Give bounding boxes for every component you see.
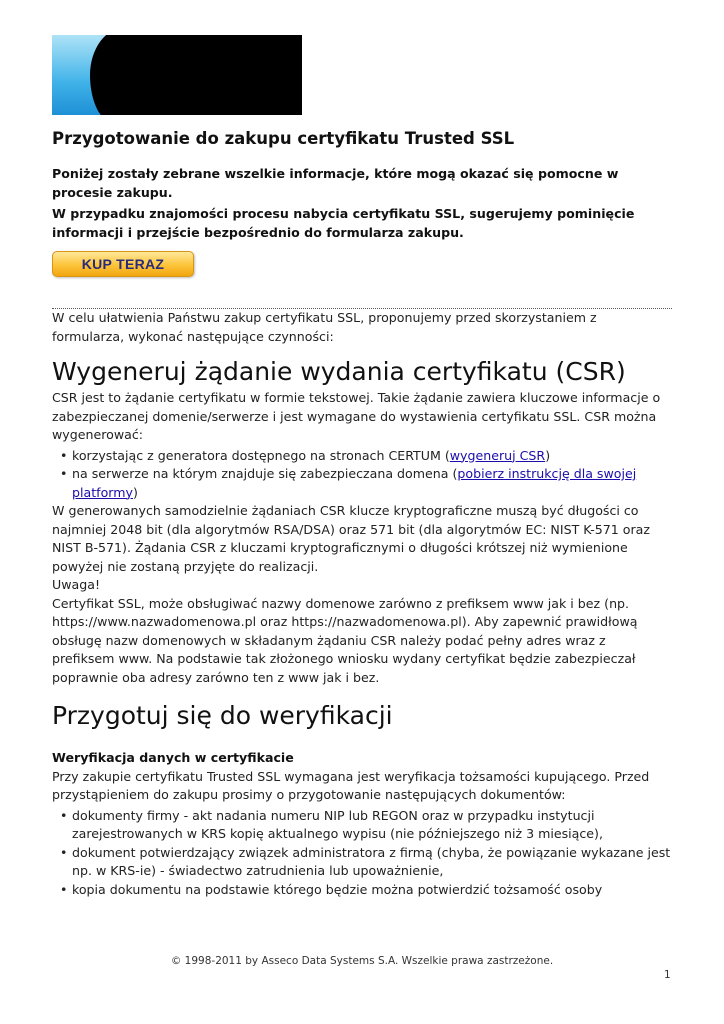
list-item: • dokument potwierdzający związek administratora z firmą (chyba, że powiązanie wykazane jest np. w KRS-ie) - świadectwo zatrudnienia lub upoważnienie,: [52, 844, 672, 881]
verification-description: Przy zakupie certyfikatu Trusted SSL wymagana jest weryfikacja tożsamości kupującego. Przed przystąpieniem do zakupu prosimy o przygotowanie następujących dokumentów:: [52, 768, 650, 802]
documents-list: [52, 807, 672, 900]
list-item: [52, 465, 672, 502]
list-item-text: korzystając z generatora dostępnego na stronach CERTUM (: [72, 447, 450, 463]
csr-description: CSR jest to żądanie certyfikatu w formie tekstowej. Takie żądanie zawiera kluczowe informacje o zabezpieczanej domenie/serwerze i jest wymagane do wystawienia certyfikatu SSL. CSR można wygenerować:: [52, 390, 661, 442]
section-heading-verification: Przygotuj się do weryfikacji: [52, 701, 393, 730]
footer-copyright: © 1998-2011 by Asseco Data Systems S.A. Wszelkie prawa zastrzeżone.: [170, 955, 554, 967]
page-number: 1: [664, 969, 671, 981]
list-item-suffix: ): [545, 447, 551, 463]
document-page: [52, 35, 672, 899]
note-label: Uwaga!: [52, 577, 100, 592]
verification-subheading: Weryfikacja danych w certyfikacie: [52, 750, 294, 765]
logo-curve-graphic: [90, 35, 150, 115]
certum-logo: [52, 35, 302, 115]
download-instructions-link[interactable]: pobierz instrukcję dla swojej platformy: [72, 466, 637, 500]
intro-paragraph-1: Poniżej zostały zebrane wszelkie informacje, które mogą okazać się pomocne w procesie zakupu.: [52, 166, 619, 200]
list-item-text: na serwerze na którym znajduje się zabezpieczana domena (: [72, 466, 458, 481]
key-length-paragraph: W generowanych samodzielnie żądaniach CSR klucze kryptograficzne muszą być długości co najmniej 2048 bit (dla algorytmów RSA/DSA) oraz 571 bit (dla algorytmów EC: NIST K-571 oraz NIST B-571). Żądania CSR z kluczami kryptograficznymi o długości krótszej niż wymienione powyżej nie zostaną przyjęte do realizacji.: [52, 503, 650, 574]
list-item: [52, 447, 672, 466]
section-heading-csr: Wygeneruj żądanie wydania certyfikatu (CSR): [52, 357, 626, 386]
list-item-suffix: ): [132, 484, 138, 500]
steps-intro-paragraph: W celu ułatwienia Państwu zakup certyfikatu SSL, proponujemy przed skorzystaniem z formularza, wykonać następujące czynności:: [52, 310, 597, 344]
list-item: • dokumenty firmy - akt nadania numeru NIP lub REGON oraz w przypadku instytucji zarejestrowanych w KRS kopię aktualnego wypisu (nie późniejszego niż 3 miesiące),: [52, 807, 672, 844]
list-item: • kopia dokumentu na podstawie którego będzie można potwierdzić tożsamość osoby: [52, 881, 672, 900]
page-title: Przygotowanie do zakupu certyfikatu Trusted SSL: [52, 129, 515, 148]
intro-paragraph-2: W przypadku znajomości procesu nabycia certyfikatu SSL, sugerujemy pominięcie informacji i przejście bezpośrednio do formularza zakupu.: [52, 206, 635, 240]
csr-options-list: [52, 447, 672, 503]
buy-now-button[interactable]: KUP TERAZ: [52, 251, 194, 277]
generate-csr-link[interactable]: wygeneruj CSR: [449, 447, 546, 463]
note-paragraph: Certyfikat SSL, może obsługiwać nazwy domenowe zarówno z prefiksem www jak i bez (np. https://www.nazwadomenowa.pl oraz https://nazwadomenowa.pl). Aby zapewnić prawidłową obsługę nazw domenowych w składanym żądaniu CSR należy podać pełny adres wraz z prefiksem www. Na podstawie tak złożonego wniosku wydany certyfikat będzie zabezpieczał poprawnie oba adresy zarówno ten z www jak i bez.: [52, 595, 638, 685]
